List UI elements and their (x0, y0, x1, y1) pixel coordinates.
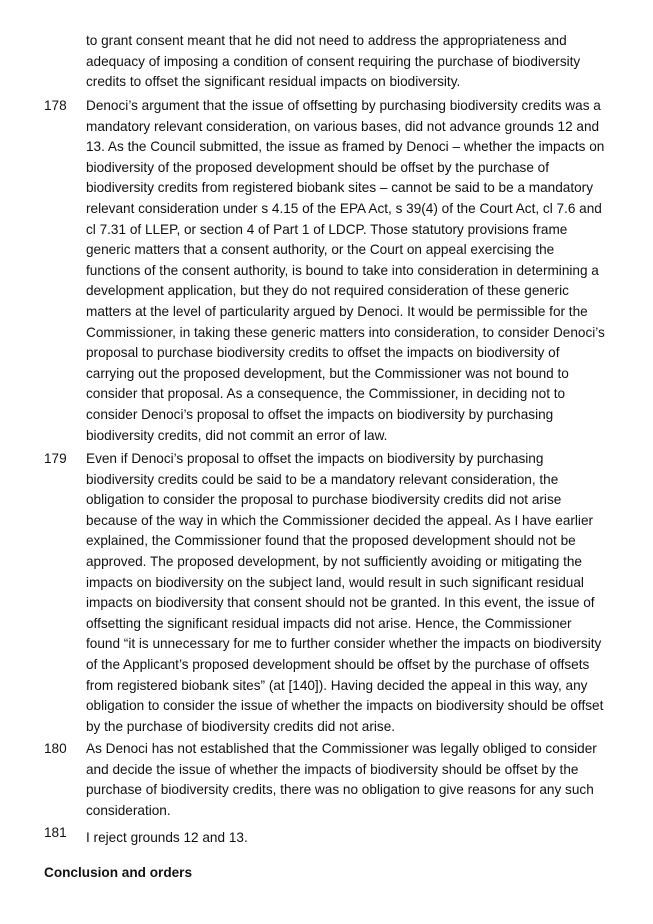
paragraph-number: 179 (44, 451, 67, 466)
paragraph-text: Denoci’s argument that the issue of offsetting by purchasing biodiversity credits was a mandatory relevant consideration, on various bases, did not advance grounds 12 and 13. As the Council submitted, the issue as framed by Denoci – whether the impacts on biodiversity of the proposed development should be offset by the purchase of biodiversity credits from registered biobank sites – cannot be said to be a mandatory relevant consideration under s 4.15 of the EPA Act, s 39(4) of the Court Act, cl 7.6 and cl 7.31 of LLEP, or section 4 of Part 1 of LDCP. Those statutory provisions frame generic matters that a consent authority, or the Court on appeal exercising the functions of the consent authority, is bound to take into consideration in determining a development application, but they do not required consideration of these generic matters at the level of particularity argued by Denoci. It would be permissible for the Commissioner, in taking these generic matters into consideration, to consider Denoci’s proposal to purchase biodiversity credits to offset the impacts on biodiversity of carrying out the proposed development, but the Commissioner was not bound to consider that proposal. As a consequence, the Commissioner, in deciding not to consider Denoci’s proposal to offset the impacts on biodiversity by purchasing biodiversity credits, did not commit an error of law. (86, 98, 605, 443)
paragraph-text: Even if Denoci’s proposal to offset the impacts on biodiversity by purchasing biodiversity credits could be said to be a mandatory relevant consideration, the obligation to consider the proposal to purchase biodiversity credits did not arise because of the way in which the Commissioner decided the appeal. As I have earlier explained, the Commissioner found that the proposed development should not be approved. The proposed development, by not sufficiently avoiding or mitigating the impacts on biodiversity on the subject land, would result in such significant residual impacts on biodiversity that consent should not be granted. In this event, the issue of offsetting the significant residual impacts did not arise. Hence, the Commissioner found “it is unnecessary for me to further consider whether the impacts on biodiversity of the Applicant’s proposed development should be offset by the purchase of offsets from registered biobank sites” (at [140]). Having decided the appeal in this way, any obligation to consider the issue of whether the impacts on biodiversity should be offset by the purchase of biodiversity credits did not arise. (86, 451, 604, 734)
section-heading: Conclusion and orders (44, 865, 193, 880)
paragraph-number: 178 (44, 98, 67, 113)
paragraph-text: As Denoci has not established that the Commissioner was legally obliged to consider and decide the issue of whether the impacts of biodiversity should be offset by the purchase of biodiversity credits, there was no obligation to give reasons for any such consideration. (86, 741, 597, 818)
paragraph-number: 180 (44, 741, 67, 756)
paragraph-continuation: to grant consent meant that he did not need to address the appropriateness and adequacy of imposing a condition of consent requiring the purchase of biodiversity credits to offset the significant residual impacts on biodiversity. (86, 33, 581, 90)
paragraph-number: 181 (44, 825, 67, 840)
paragraph-text: I reject grounds 12 and 13. (86, 830, 248, 845)
